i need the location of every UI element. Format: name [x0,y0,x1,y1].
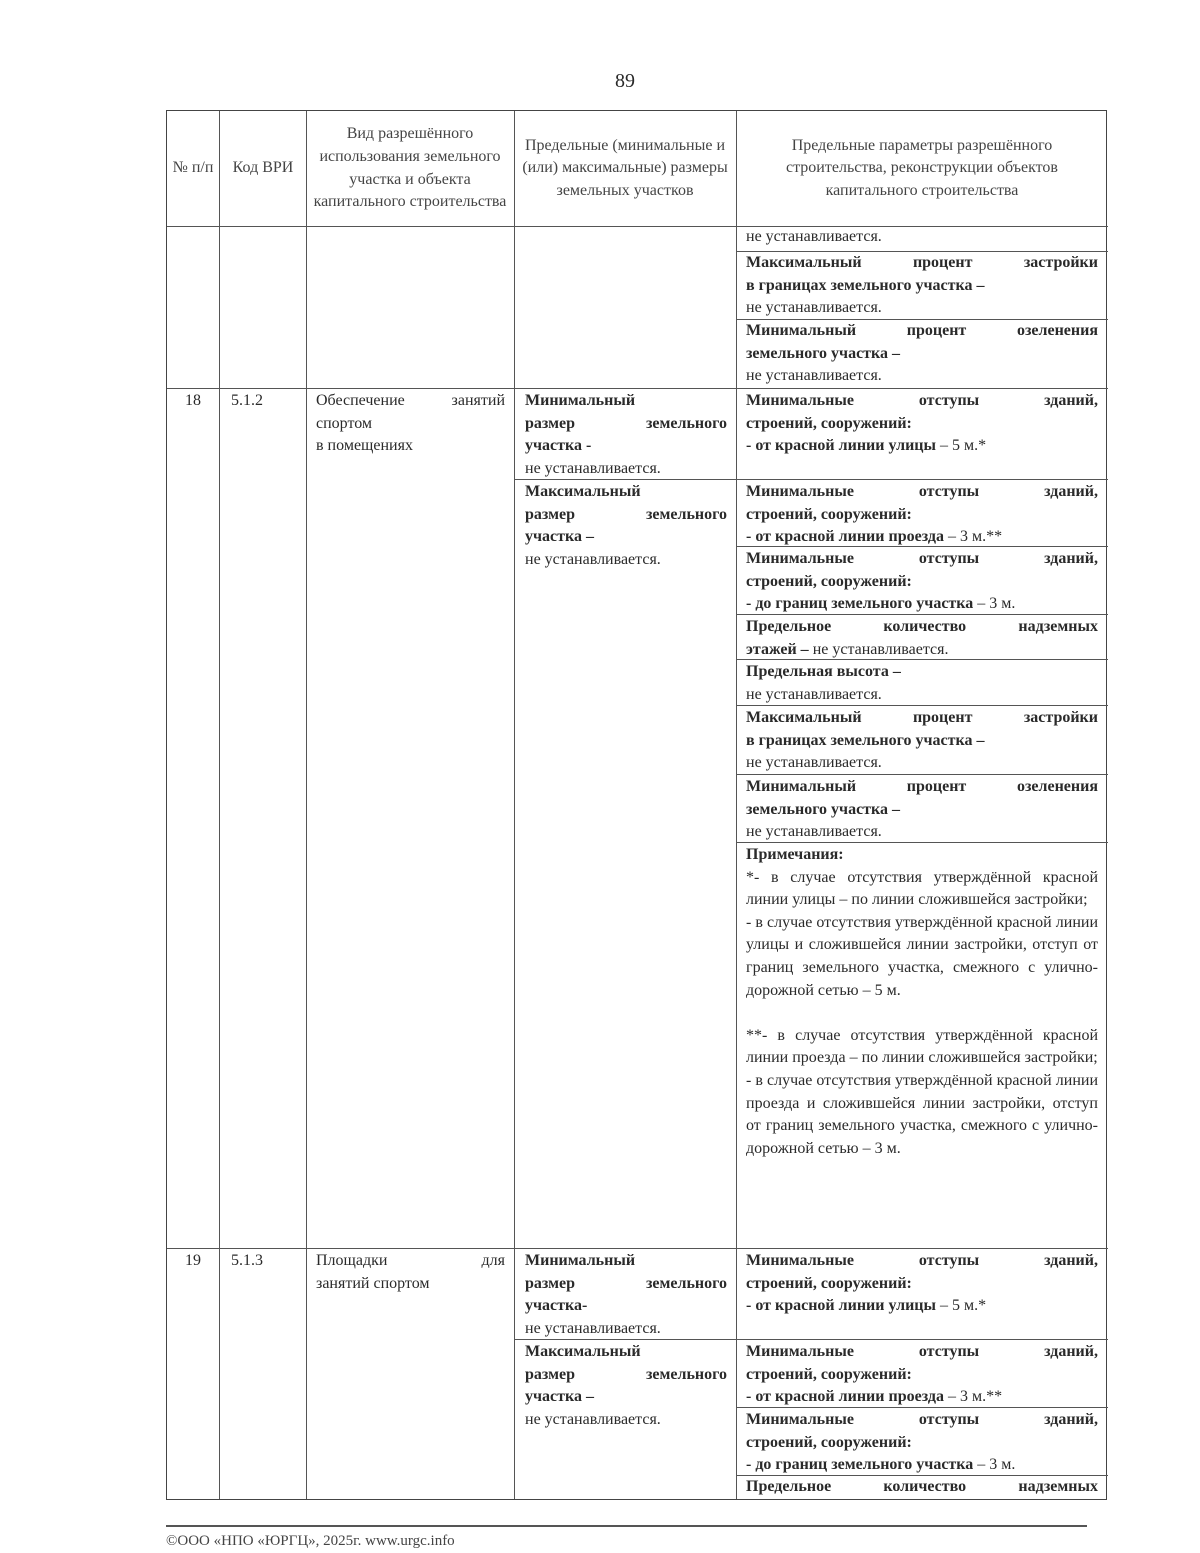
row-divider [736,1407,1108,1408]
column-divider [306,111,307,1499]
row-divider [736,659,1108,660]
row18-param-3: Минимальные отступы зданий, строений, сооружений: - до границ земельного участка – 3 м. [746,550,1098,613]
column-divider [219,111,220,1499]
row18-code: 5.1.2 [231,392,263,409]
row-divider [736,705,1108,706]
row19-size-max: Максимальный размер земельного участка – не устанавливается. [525,1343,727,1428]
row18-param-1: Минимальные отступы зданий, строений, сооружений: - от красной линии улицы – 5 м.* [746,392,1098,455]
row19-param-1: Минимальные отступы зданий, строений, сооружений: - от красной линии улицы – 5 м.* [746,1252,1098,1315]
row18-param-6: Максимальный процент застройки в границах земельного участка – не устанавливается. [746,709,1098,772]
row19-code: 5.1.3 [231,1252,263,1269]
row18-param-2: Минимальные отступы зданий, строений, сооружений: - от красной линии проезда – 3 м.** [746,483,1098,546]
footer-copyright: ©ООО «НПО «ЮРГЦ», 2025г. www.urgc.info [166,1533,455,1549]
row18-number: 18 [185,392,201,409]
row18-param-7: Минимальный процент озеленения земельного участка – не устанавливается. [746,778,1098,841]
row-divider [167,1248,1108,1249]
row-divider [736,774,1108,775]
row-divider [736,479,1108,480]
row-divider [736,546,1108,547]
column-divider [514,111,515,1499]
row19-param-4: Предельное количество надземных [746,1478,1098,1495]
row-divider [167,388,1108,389]
row19-size-min: Минимальный размер земельного участка- не устанавливается. [525,1252,727,1337]
row19-param-2: Минимальные отступы зданий, строений, сооружений: - от красной линии проезда – 3 м.** [746,1343,1098,1406]
regulations-table [166,110,1107,1500]
continuation-param-1: не устанавливается. [746,228,882,245]
row19-number: 19 [185,1252,201,1269]
continuation-param-3: Минимальный процент озеленения земельного участка – не устанавливается. [746,322,1098,385]
row18-size-max: Максимальный размер земельного участка – не устанавливается. [525,483,727,568]
continuation-param-2: Максимальный процент застройки в границах земельного участка – не устанавливается. [746,254,1098,317]
row-divider [514,479,736,480]
footer-divider [166,1525,1087,1527]
row18-kind: Обеспечение занятий спортом в помещениях [316,392,505,455]
row-divider [736,614,1108,615]
header-number: № п/п [172,159,214,177]
row18-notes: Примечания: *- в случае отсутствия утверждённой красной линии улицы – по линии сложившейся застройки; - в случае отсутствия утверждённой красной линии улицы и сложившейся линии застройки, отступ от границ земельного участка, смежного с улично-дорожной сетью – 5 м. **- в случае отсутствия утверждённой красной линии проезда – по линии сложившейся застройки; - в случае отсутствия утверждённой красной линии проезда и сложившейся линии застройки, отступ от границ земельного участка, смежного с улично-дорожной сетью – 3 м. [746,846,1098,1157]
header-code: Код ВРИ [232,159,294,177]
page-number: 89 [615,70,635,92]
row18-param-4: Предельное количество надземных этажей – не устанавливается. [746,618,1098,658]
row18-param-5: Предельная высота – не устанавливается. [746,663,901,703]
row19-param-3: Минимальные отступы зданий, строений, сооружений: - до границ земельного участка – 3 м. [746,1411,1098,1474]
row-divider [736,1339,1108,1340]
header-size: Предельные (минимальные и (или) максимальные) размеры земельных участков [522,136,728,199]
row18-size-min: Минимальный размер земельного участка - не устанавливается. [525,392,727,477]
header-params: Предельные параметры разрешённого строительства, реконструкции объектов капитального строительства [786,136,1058,199]
row19-kind: Площадки для занятий спортом [316,1252,505,1292]
row-divider [736,842,1108,843]
header-kind: Вид разрешённого использования земельного участка и объекта капитального строительства [313,125,507,211]
row-divider [514,1339,736,1340]
